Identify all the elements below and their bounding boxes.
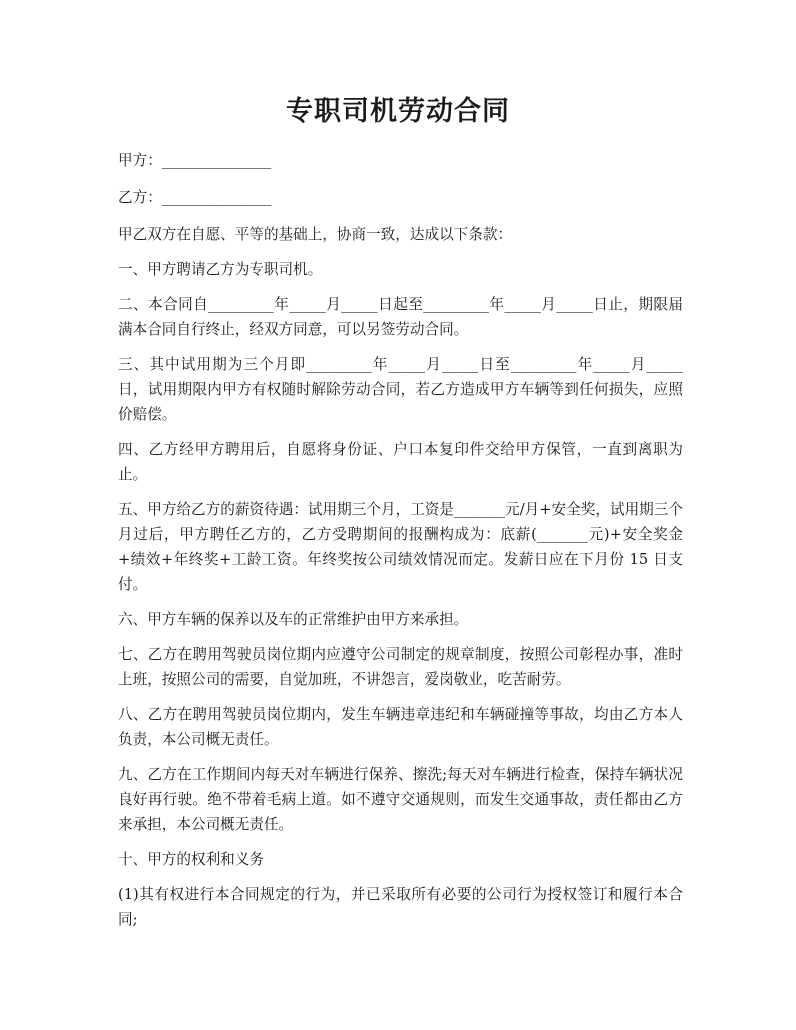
clause-6: 六、甲方车辆的保养以及车的正常维护由甲方来承担。 xyxy=(118,611,469,628)
party-a-line: 甲方：_______________ xyxy=(118,152,272,169)
document-title: 专职司机劳动合同 xyxy=(286,96,510,127)
clause-7: 七、乙方在聘用驾驶员岗位期内应遵守公司制定的规章制度，按照公司彰程办事，准时上班，按照公司的需要，自觉加班，不讲怨言，爱岗敬业，吃苦耐劳。 xyxy=(118,646,683,688)
clause-4: 四、乙方经甲方聘用后，自愿将身份证、户口本复印件交给甲方保管，一直到离职为止。 xyxy=(118,441,683,483)
party-b-line: 乙方：_______________ xyxy=(118,189,272,206)
clause-10-heading: 十、甲方的权利和义务 xyxy=(118,851,264,868)
paragraph-preamble: 甲乙双方在自愿、平等的基础上，协商一致，达成以下条款： xyxy=(118,226,513,243)
clause-2: 二、本合同自_________年_____月_____日起至_________年_____月_____日止，期限届满本合同自行终止，经双方同意，可以另签劳动合同。 xyxy=(118,296,683,338)
clause-8: 八、乙方在聘用驾驶员岗位期内，发生车辆违章违纪和车辆碰撞等事故，均由乙方本人负责，本公司概无责任。 xyxy=(118,706,683,748)
clause-10-item-1: (1)其有权进行本合同规定的行为，并已采取所有必要的公司行为授权签订和履行本合同; xyxy=(118,886,683,928)
clause-3: 三、其中试用期为三个月即_________年_____月_____日至_________年_____月_____日，试用期限内甲方有权随时解除劳动合同，若乙方造成甲方车辆等到任何损失，应照价赔偿。 xyxy=(118,356,683,423)
clause-9: 九、乙方在工作期间内每天对车辆进行保养、擦洗;每天对车辆进行检查，保持车辆状况良好再行驶。绝不带着毛病上道。如不遵守交通规则，而发生交通事故，责任都由乙方来承担，本公司概无责任。 xyxy=(118,766,683,833)
clause-1: 一、甲方聘请乙方为专职司机。 xyxy=(118,261,323,278)
clause-5: 五、甲方给乙方的薪资待遇：试用期三个月，工资是_______元/月+安全奖，试用期三个月过后，甲方聘任乙方的，乙方受聘期间的报酬构成为：底薪(_______元)+安全奖金+绩效+年终奖+工龄工资。年终奖按公司绩效情况而定。发薪日应在下月份 15 日支付。 xyxy=(118,501,683,593)
document-body xyxy=(118,148,683,942)
